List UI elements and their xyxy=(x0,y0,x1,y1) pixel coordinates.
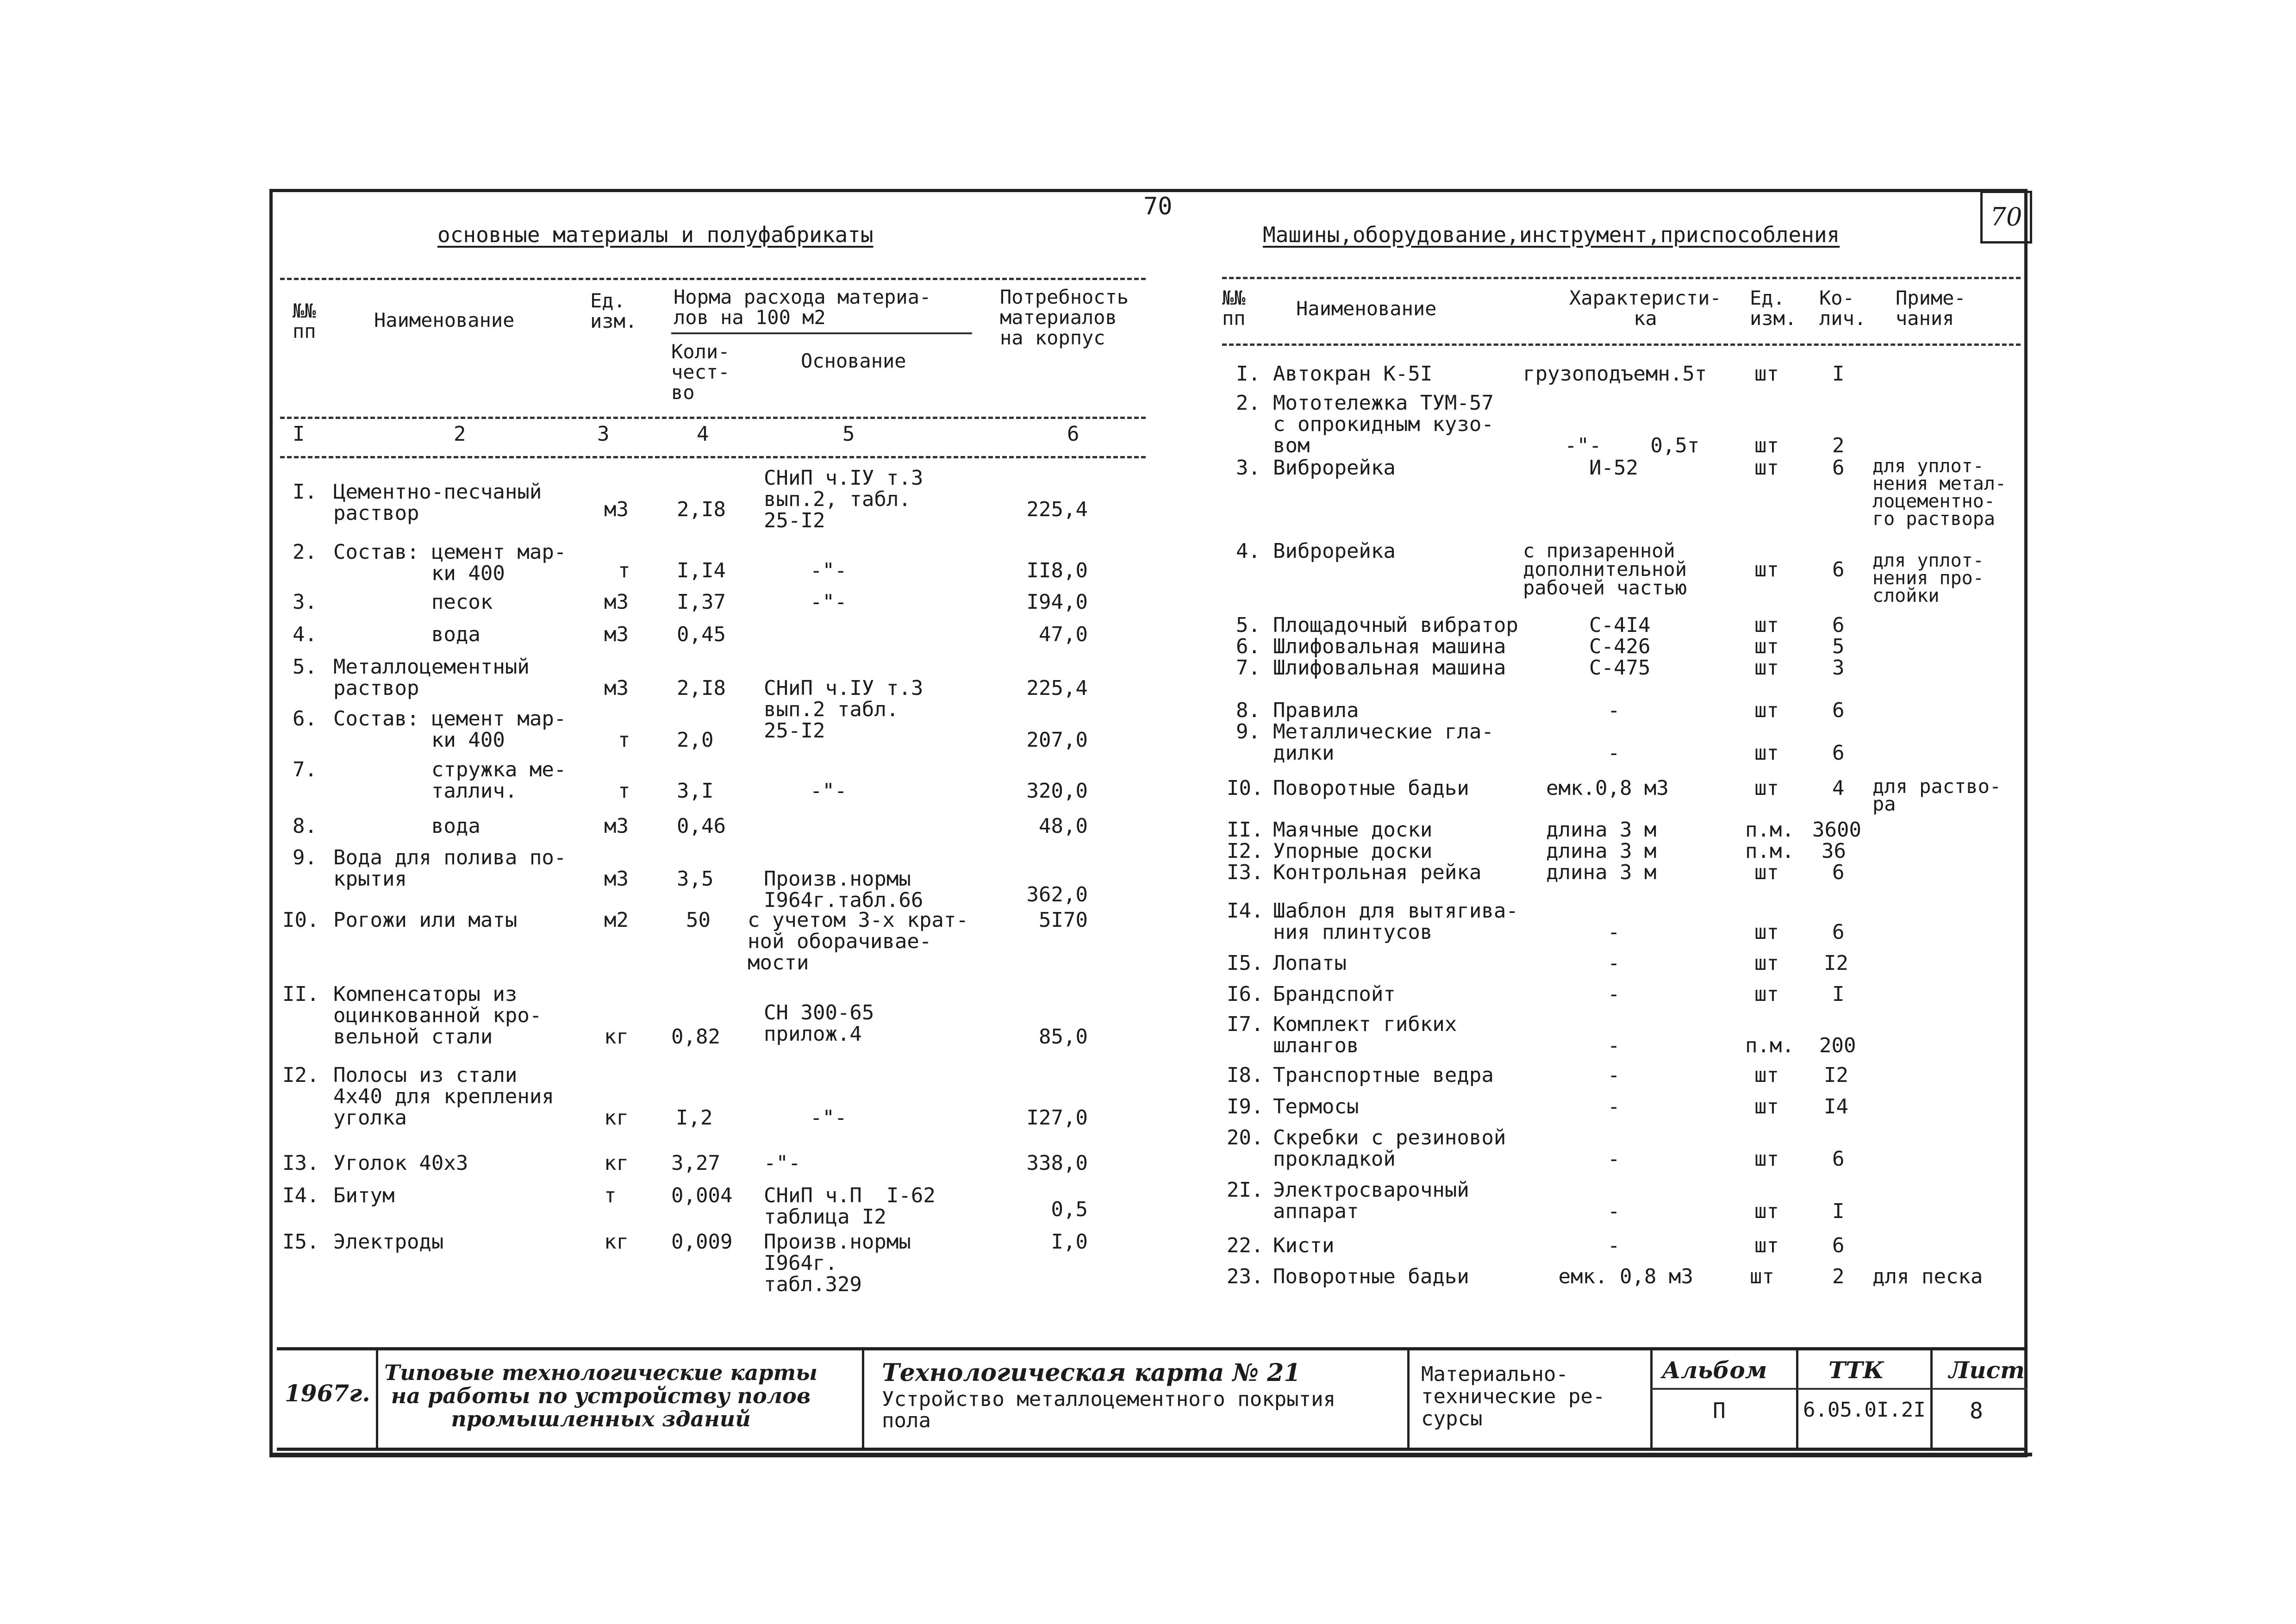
machines-title: Машины,оборудование,инструмент,приспособления xyxy=(1263,222,1840,247)
left-column-numbers xyxy=(0,424,1157,447)
colnum-1: I xyxy=(293,422,305,446)
left-header-norm: Норма расхода материа- лов на 100 м2 xyxy=(674,286,931,329)
title-block-divider xyxy=(1930,1347,1933,1451)
materials-title: основные материалы и полуфабрикаты xyxy=(437,222,873,247)
title-block-rule xyxy=(1650,1388,2028,1390)
series-title: Типовые технологические карты на работы по устройству полов промышленных зданий xyxy=(384,1360,817,1431)
left-header-need: Потребность материалов на корпус xyxy=(1000,286,1129,349)
right-header-num: №№ пп xyxy=(1222,287,1246,330)
left-header-rule xyxy=(280,417,1146,419)
left-header-norm-rule xyxy=(671,332,972,334)
card-title: Технологическая карта № 21 xyxy=(882,1359,1301,1387)
year: 1967г. xyxy=(285,1380,370,1407)
colnum-4: 4 xyxy=(697,422,709,446)
right-table-top-rule xyxy=(1222,277,2021,279)
colnum-5: 5 xyxy=(842,422,855,446)
right-header-qty: Ко- лич. xyxy=(1819,287,1866,330)
card-subtitle: Устройство металлоцементного покрытия пола xyxy=(882,1387,1336,1432)
left-header-unit: Ед. изм. xyxy=(590,289,637,332)
right-header-name: Наименование xyxy=(1296,297,1437,320)
title-block-divider xyxy=(1407,1347,1410,1451)
album-label: Альбом xyxy=(1662,1356,1767,1384)
ttk-code: 6.05.0I.2I xyxy=(1803,1398,1926,1422)
left-header-num: №№ пп xyxy=(293,300,316,343)
sheet-label: Лист xyxy=(1949,1356,2025,1384)
left-header-qty: Коли- чест- во xyxy=(671,340,730,404)
right-header-rule xyxy=(1222,344,2021,346)
left-header-name: Наименование xyxy=(374,309,515,331)
left-header-basis: Основание xyxy=(801,350,906,372)
title-block-divider xyxy=(1650,1347,1653,1451)
colnum-6: 6 xyxy=(1067,422,1079,446)
colnum-2: 2 xyxy=(454,422,466,446)
left-table-top-rule xyxy=(280,278,1146,280)
title-block-divider xyxy=(376,1347,378,1451)
page-number-top: 70 xyxy=(1143,193,1173,220)
left-colnum-rule xyxy=(280,456,1146,458)
album-value: П xyxy=(1713,1398,1726,1423)
right-header-note: Приме- чания xyxy=(1896,287,1966,330)
title-block-divider xyxy=(1796,1347,1798,1451)
bottom-border xyxy=(269,1453,2032,1456)
section-title: Материально- технические ре- сурсы xyxy=(1421,1362,1605,1430)
ttk-label: ТТК xyxy=(1828,1356,1884,1384)
sheet-number: 8 xyxy=(1970,1398,1983,1424)
right-header-char: Характеристи- ка xyxy=(1569,287,1722,330)
title-block-divider xyxy=(862,1347,864,1451)
page-number-box: 70 xyxy=(1980,191,2032,244)
colnum-3: 3 xyxy=(597,422,610,446)
right-header-unit: Ед. изм. xyxy=(1750,287,1797,330)
